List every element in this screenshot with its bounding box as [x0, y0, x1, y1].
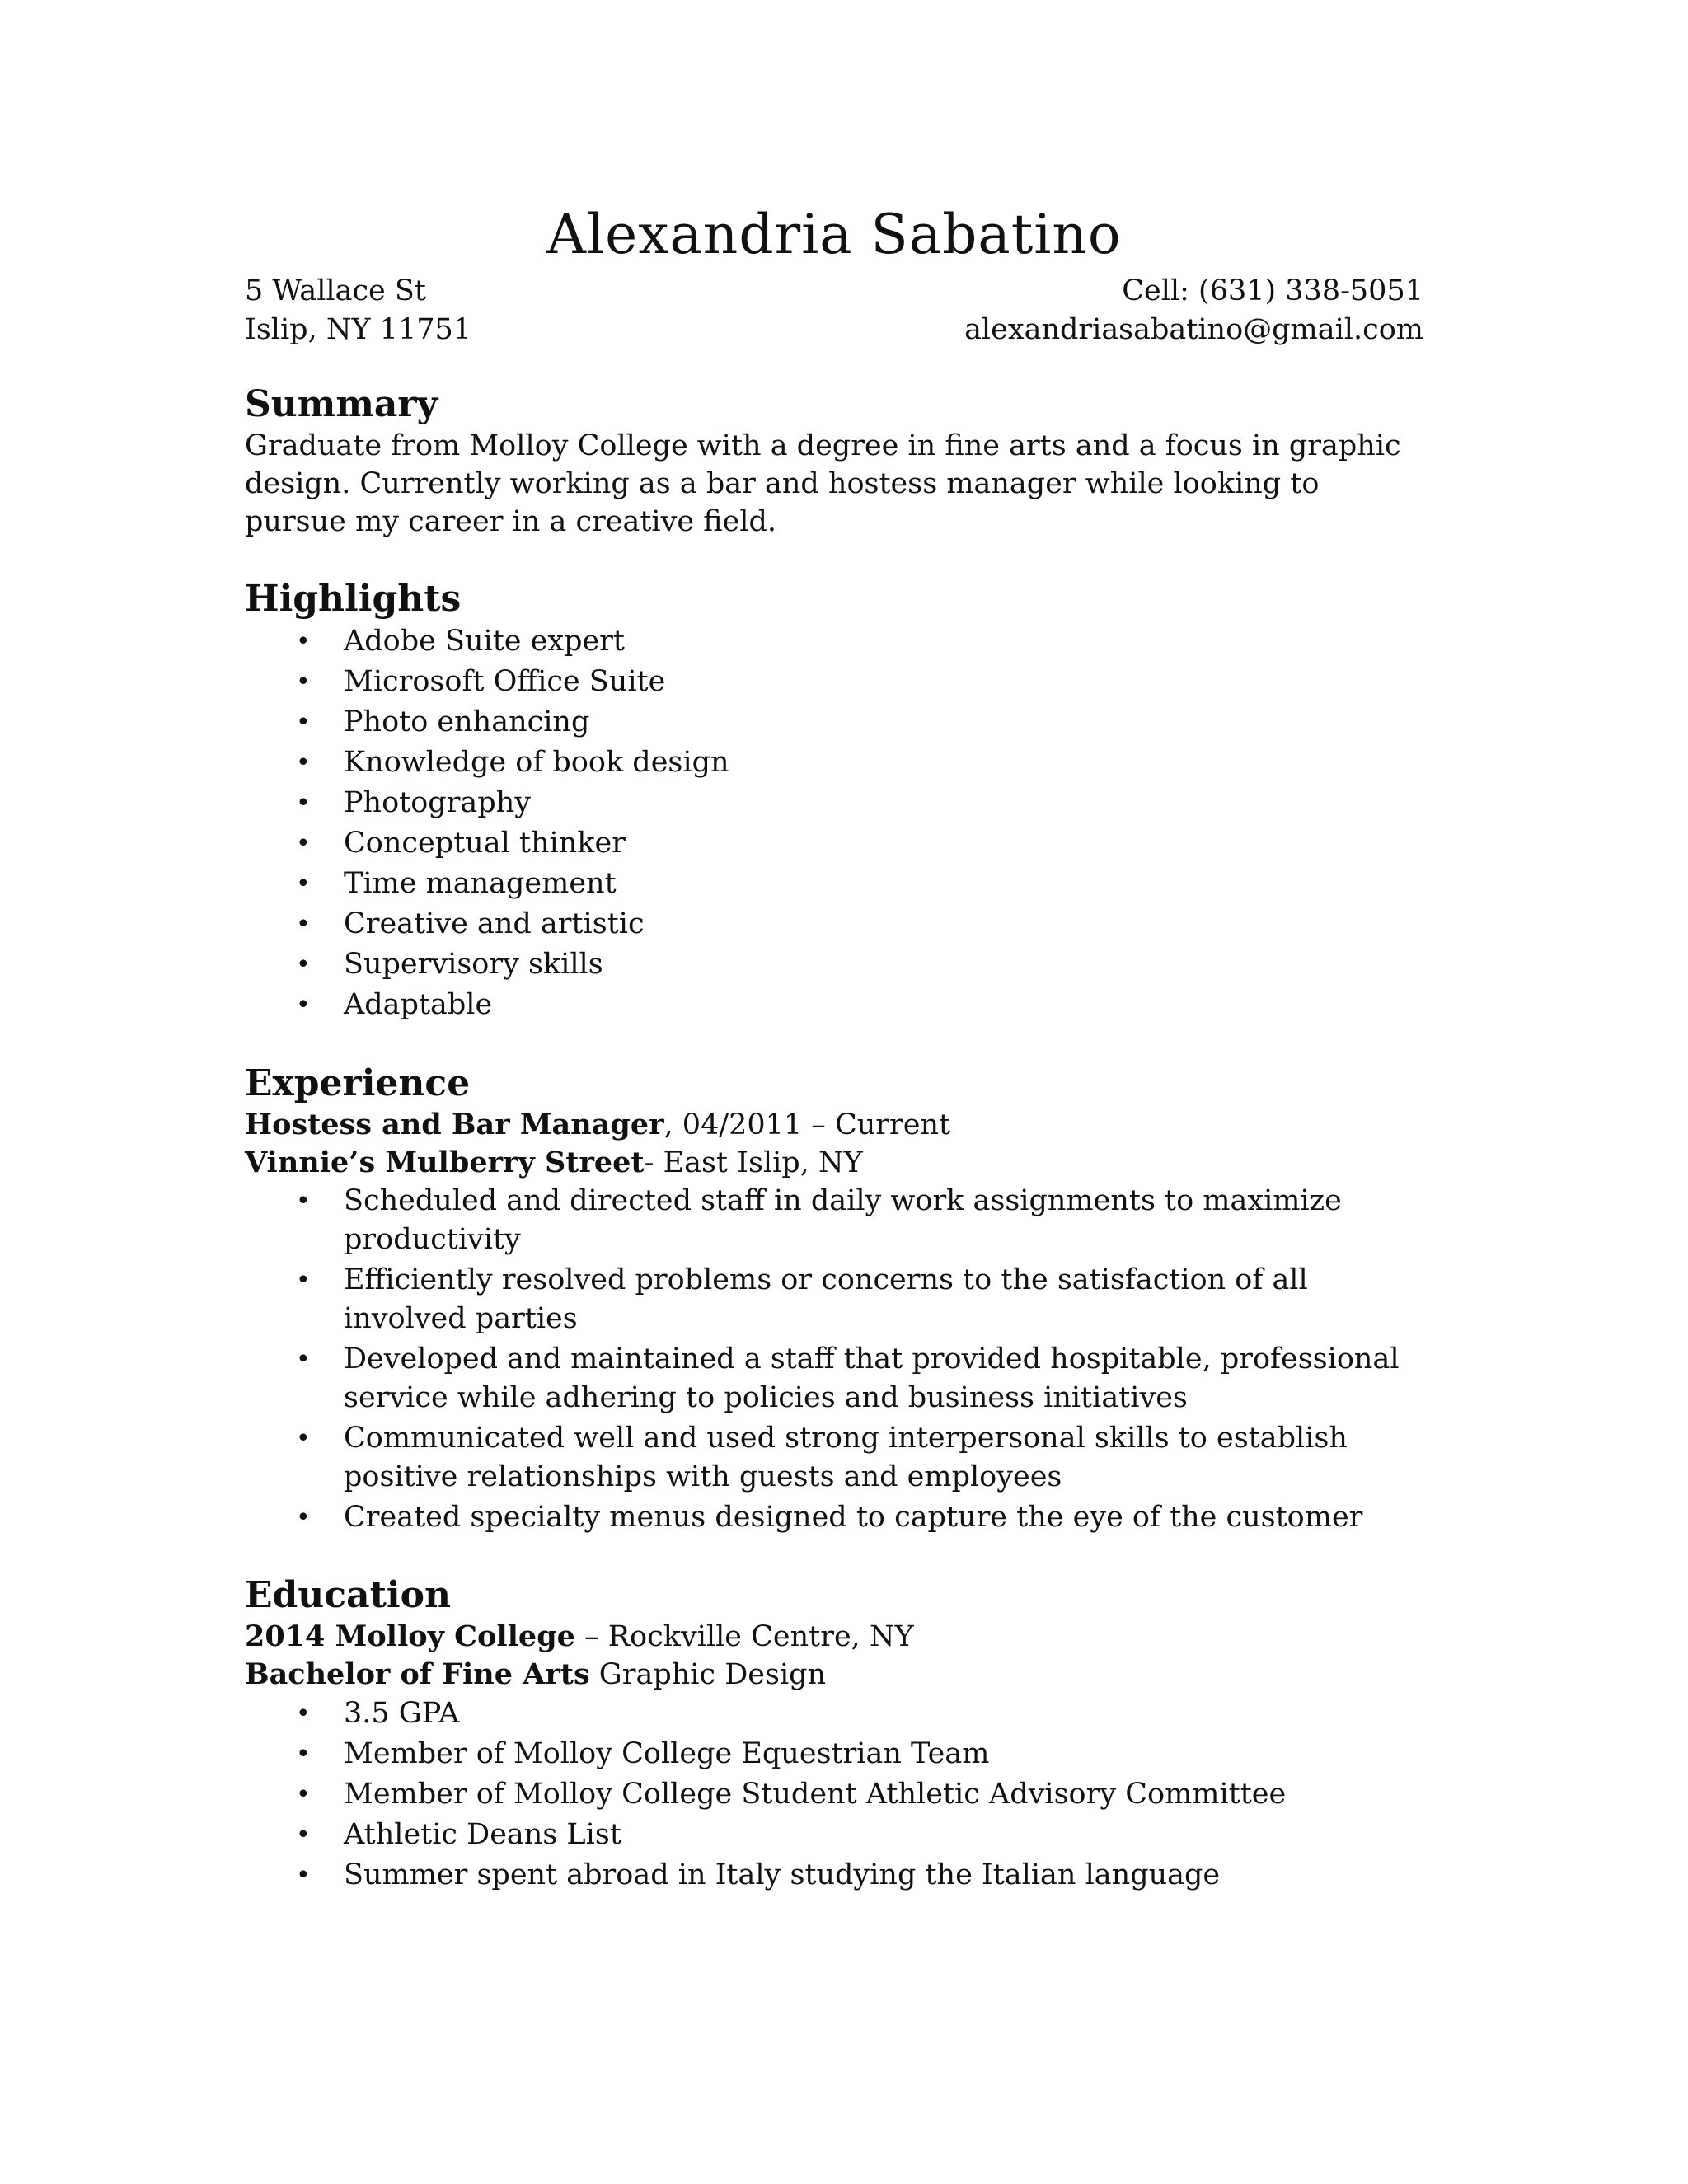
highlight-text: Conceptual thinker	[344, 827, 626, 860]
education-item-text: Athletic Deans List	[344, 1818, 621, 1851]
bullet-icon: •	[296, 1266, 311, 1295]
list-item	[245, 985, 1423, 1025]
bullet-icon: •	[296, 950, 311, 979]
school-location: – Rockville Centre, NY	[574, 1620, 914, 1653]
summary-heading: Summary	[245, 383, 438, 425]
list-item	[245, 1694, 1423, 1734]
highlight-text: Adaptable	[344, 988, 493, 1021]
highlight-text: Photo enhancing	[344, 705, 590, 738]
duty-text: Efficiently resolved problems or concerns to the satisfaction of all involved parties	[344, 1263, 1308, 1335]
bullet-icon: •	[296, 789, 311, 818]
highlight-text: Creative and artistic	[344, 907, 645, 940]
bullet-icon: •	[296, 1780, 311, 1809]
list-item	[245, 621, 1423, 662]
list-item	[245, 864, 1423, 904]
highlight-text: Microsoft Office Suite	[344, 665, 666, 698]
highlight-text: Time management	[344, 867, 617, 900]
degree-name: Bachelor of Fine Arts	[245, 1657, 590, 1691]
highlight-text: Photography	[344, 786, 532, 819]
resume-page	[245, 198, 1423, 1896]
bullet-icon: •	[296, 1424, 311, 1453]
bullet-icon: •	[296, 708, 311, 737]
highlight-text: Knowledge of book design	[344, 746, 729, 779]
education-heading: Education	[245, 1574, 451, 1616]
education-item-text: Member of Molloy College Student Athletic Advisory Committee	[344, 1778, 1287, 1811]
highlights-section	[245, 577, 1423, 1025]
bullet-icon: •	[296, 1187, 311, 1216]
address-line-2: Islip, NY 11751	[245, 313, 472, 346]
list-item	[245, 662, 1423, 702]
list-item	[245, 904, 1423, 944]
degree-line	[245, 1656, 1423, 1694]
bullet-icon: •	[296, 1345, 311, 1374]
list-item	[245, 1419, 1423, 1497]
duty-text: Created specialty menus designed to capture the eye of the customer	[344, 1501, 1363, 1534]
employer-name: Vinnie’s Mulberry Street	[245, 1146, 645, 1179]
contact-row-1	[245, 272, 1423, 311]
job-title: Hostess and Bar Manager	[245, 1108, 664, 1141]
address-line-1: 5 Wallace St	[245, 274, 426, 307]
list-item	[245, 783, 1423, 823]
education-item-text: Summer spent abroad in Italy studying the Italian language	[344, 1858, 1221, 1891]
job-dates: , 04/2011 – Current	[663, 1108, 951, 1141]
list-item	[245, 944, 1423, 985]
bullet-icon: •	[296, 748, 311, 777]
duty-text: Developed and maintained a staff that provided hospitable, professional service while adhering to policies and business initiatives	[344, 1343, 1400, 1414]
bullet-icon: •	[296, 1503, 311, 1532]
education-section	[245, 1573, 1423, 1896]
bullet-icon: •	[296, 829, 311, 858]
bullet-icon: •	[296, 668, 311, 696]
employer-line	[245, 1144, 1423, 1182]
bullet-icon: •	[296, 910, 311, 939]
list-item	[245, 1734, 1423, 1774]
list-item	[245, 1498, 1423, 1537]
education-item-text: 3.5 GPA	[344, 1697, 460, 1730]
bullet-icon: •	[296, 1699, 311, 1728]
list-item	[245, 1815, 1423, 1855]
job-title-line	[245, 1106, 1423, 1144]
bullet-icon: •	[296, 627, 311, 656]
cell-phone: Cell: (631) 338-5051	[1122, 274, 1423, 307]
list-item	[245, 1774, 1423, 1815]
highlights-heading: Highlights	[245, 578, 462, 620]
highlight-text: Adobe Suite expert	[344, 625, 625, 658]
email-address: alexandriasabatino@gmail.com	[964, 313, 1423, 346]
list-item	[245, 1182, 1423, 1259]
school-name: 2014 Molloy College	[245, 1619, 575, 1653]
bullet-icon: •	[296, 1821, 311, 1849]
duty-text: Scheduled and directed staff in daily work assignments to maximize productivity	[344, 1184, 1342, 1256]
list-item	[245, 1855, 1423, 1896]
summary-section	[245, 382, 1423, 541]
bullet-icon: •	[296, 1740, 311, 1769]
list-item	[245, 702, 1423, 743]
applicant-name: Alexandria Sabatino	[546, 203, 1122, 266]
bullet-icon: •	[296, 991, 311, 1019]
education-list	[245, 1694, 1423, 1896]
bullet-icon: •	[296, 869, 311, 898]
bullet-icon: •	[296, 1861, 311, 1890]
school-line	[245, 1618, 1423, 1656]
duty-text: Communicated well and used strong interpersonal skills to establish positive relationships with guests and employees	[344, 1422, 1348, 1493]
list-item	[245, 1261, 1423, 1338]
highlight-text: Supervisory skills	[344, 948, 603, 981]
summary-text: Graduate from Molloy College with a degree in fine arts and a focus in graphic design. Currently working as a bar and hostess manager while looking to pursue my career in a creative field.	[245, 429, 1401, 538]
contact-row-2	[245, 311, 1423, 349]
education-item-text: Member of Molloy College Equestrian Team	[344, 1737, 990, 1770]
experience-heading: Experience	[245, 1062, 471, 1104]
list-item	[245, 743, 1423, 783]
degree-major: Graphic Design	[589, 1658, 827, 1691]
employer-location: - East Islip, NY	[644, 1146, 863, 1179]
list-item	[245, 823, 1423, 864]
highlights-list	[245, 621, 1423, 1025]
experience-section	[245, 1062, 1423, 1537]
list-item	[245, 1340, 1423, 1418]
experience-list	[245, 1182, 1423, 1537]
